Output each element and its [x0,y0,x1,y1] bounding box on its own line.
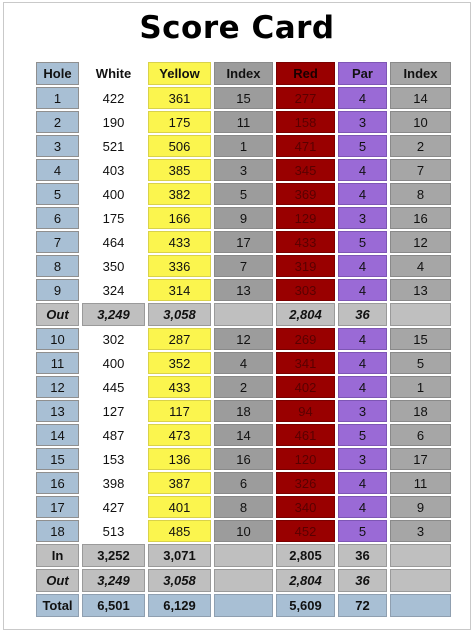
table-row-index-cell: 3 [214,159,273,181]
total-row-red-cell: 5,609 [276,594,335,617]
table-row-yellow-cell: 385 [148,159,211,181]
table-row-yellow-cell: 166 [148,207,211,229]
table-row-hole-cell: 1 [36,87,79,109]
table-row-red-cell: 269 [276,328,335,350]
table-row-index-cell: 7 [214,255,273,277]
table-row-par-cell: 4 [338,255,387,277]
out-row-red-cell: 2,804 [276,303,335,326]
table-row-white-cell: 513 [82,520,145,542]
table-row-white-cell: 153 [82,448,145,470]
col-header-yellow: Yellow [148,62,211,85]
total-row-red-index-cell [390,594,451,617]
table-row-yellow-cell: 361 [148,87,211,109]
in-row-par-cell: 36 [338,544,387,567]
table-row-red-cell: 303 [276,279,335,301]
table-row-red-cell: 129 [276,207,335,229]
table-row-yellow-cell: 136 [148,448,211,470]
table-row-red-index-cell: 17 [390,448,451,470]
out-row-red-index-cell [390,303,451,326]
table-row-par-cell: 4 [338,279,387,301]
table-row-par-cell: 4 [338,159,387,181]
table-row-red-index-cell: 2 [390,135,451,157]
table-row-hole-cell: 4 [36,159,79,181]
table-row-yellow-cell: 382 [148,183,211,205]
table-row-red-index-cell: 1 [390,376,451,398]
table-row-par-cell: 4 [338,328,387,350]
table-row-yellow-cell: 433 [148,376,211,398]
table-row-yellow-cell: 352 [148,352,211,374]
table-row-hole-cell: 2 [36,111,79,133]
table-row-red-cell: 341 [276,352,335,374]
in-row-index-cell [214,544,273,567]
table-row-yellow-cell: 433 [148,231,211,253]
table-row-white-cell: 190 [82,111,145,133]
table-row-red-index-cell: 8 [390,183,451,205]
table-row-par-cell: 4 [338,183,387,205]
table-row-red-index-cell: 9 [390,496,451,518]
table-row-hole-cell: 17 [36,496,79,518]
in-row-hole-cell: In [36,544,79,567]
table-row-white-cell: 464 [82,231,145,253]
scorecard-table [36,62,451,617]
table-row-red-index-cell: 15 [390,328,451,350]
table-row-red-cell: 340 [276,496,335,518]
col-header-index: Index [214,62,273,85]
table-row-white-cell: 302 [82,328,145,350]
table-row-red-cell: 326 [276,472,335,494]
table-row-red-cell: 402 [276,376,335,398]
table-row-yellow-cell: 473 [148,424,211,446]
table-row-red-cell: 319 [276,255,335,277]
table-row-index-cell: 12 [214,328,273,350]
out-repeat-row-white-cell: 3,249 [82,569,145,592]
table-row-par-cell: 4 [338,496,387,518]
table-row-red-cell: 345 [276,159,335,181]
table-row-par-cell: 3 [338,111,387,133]
table-row-red-index-cell: 13 [390,279,451,301]
table-row-index-cell: 18 [214,400,273,422]
table-row-hole-cell: 14 [36,424,79,446]
table-row-white-cell: 400 [82,352,145,374]
table-row-red-index-cell: 10 [390,111,451,133]
table-row-index-cell: 4 [214,352,273,374]
table-row-index-cell: 14 [214,424,273,446]
table-row-par-cell: 4 [338,472,387,494]
table-row-white-cell: 127 [82,400,145,422]
table-row-red-index-cell: 4 [390,255,451,277]
table-row-hole-cell: 6 [36,207,79,229]
col-header-white: White [82,62,145,85]
table-row-par-cell: 4 [338,87,387,109]
table-row-hole-cell: 10 [36,328,79,350]
table-row-index-cell: 9 [214,207,273,229]
table-row-red-cell: 120 [276,448,335,470]
out-repeat-row-yellow-cell: 3,058 [148,569,211,592]
table-row-red-index-cell: 12 [390,231,451,253]
table-row-index-cell: 2 [214,376,273,398]
out-repeat-row-red-index-cell [390,569,451,592]
table-row-hole-cell: 16 [36,472,79,494]
table-row-white-cell: 400 [82,183,145,205]
table-row-red-index-cell: 5 [390,352,451,374]
in-row-red-index-cell [390,544,451,567]
table-row-white-cell: 422 [82,87,145,109]
table-row-index-cell: 8 [214,496,273,518]
total-row-index-cell [214,594,273,617]
table-row-hole-cell: 9 [36,279,79,301]
total-row-hole-cell: Total [36,594,79,617]
in-row-red-cell: 2,805 [276,544,335,567]
table-row-index-cell: 13 [214,279,273,301]
table-row-hole-cell: 7 [36,231,79,253]
table-row-par-cell: 4 [338,352,387,374]
table-row-red-index-cell: 16 [390,207,451,229]
col-header-red: Red [276,62,335,85]
table-row-white-cell: 398 [82,472,145,494]
table-row-white-cell: 324 [82,279,145,301]
table-row-yellow-cell: 485 [148,520,211,542]
table-row-white-cell: 403 [82,159,145,181]
col-header-par: Par [338,62,387,85]
table-row-index-cell: 5 [214,183,273,205]
table-row-hole-cell: 15 [36,448,79,470]
table-row-white-cell: 427 [82,496,145,518]
out-repeat-row-hole-cell: Out [36,569,79,592]
table-row-par-cell: 5 [338,424,387,446]
table-row-index-cell: 10 [214,520,273,542]
table-row-hole-cell: 13 [36,400,79,422]
table-row-red-index-cell: 18 [390,400,451,422]
table-row-hole-cell: 11 [36,352,79,374]
table-row-white-cell: 487 [82,424,145,446]
table-row-red-cell: 452 [276,520,335,542]
table-row-hole-cell: 5 [36,183,79,205]
table-row-red-index-cell: 14 [390,87,451,109]
col-header-red-index: Index [390,62,451,85]
table-row-index-cell: 6 [214,472,273,494]
table-row-red-cell: 158 [276,111,335,133]
table-row-index-cell: 11 [214,111,273,133]
table-row-yellow-cell: 336 [148,255,211,277]
table-row-white-cell: 175 [82,207,145,229]
table-row-yellow-cell: 387 [148,472,211,494]
table-row-index-cell: 1 [214,135,273,157]
table-row-red-cell: 433 [276,231,335,253]
table-row-yellow-cell: 117 [148,400,211,422]
out-row-yellow-cell: 3,058 [148,303,211,326]
table-row-red-cell: 369 [276,183,335,205]
table-row-hole-cell: 8 [36,255,79,277]
table-row-par-cell: 3 [338,400,387,422]
total-row-par-cell: 72 [338,594,387,617]
table-row-yellow-cell: 506 [148,135,211,157]
table-row-red-index-cell: 7 [390,159,451,181]
out-row-white-cell: 3,249 [82,303,145,326]
page-title: Score Card [139,10,335,46]
table-row-hole-cell: 12 [36,376,79,398]
table-row-index-cell: 15 [214,87,273,109]
table-row-index-cell: 16 [214,448,273,470]
table-row-red-cell: 461 [276,424,335,446]
out-row-hole-cell: Out [36,303,79,326]
table-row-red-cell: 471 [276,135,335,157]
total-row-white-cell: 6,501 [82,594,145,617]
out-repeat-row-par-cell: 36 [338,569,387,592]
in-row-yellow-cell: 3,071 [148,544,211,567]
in-row-white-cell: 3,252 [82,544,145,567]
table-row-par-cell: 5 [338,135,387,157]
table-row-par-cell: 3 [338,207,387,229]
table-row-white-cell: 445 [82,376,145,398]
table-row-hole-cell: 18 [36,520,79,542]
table-row-par-cell: 4 [338,376,387,398]
table-row-par-cell: 3 [338,448,387,470]
out-row-index-cell [214,303,273,326]
table-row-white-cell: 521 [82,135,145,157]
table-row-red-cell: 94 [276,400,335,422]
table-row-par-cell: 5 [338,520,387,542]
table-row-par-cell: 5 [338,231,387,253]
table-row-red-index-cell: 3 [390,520,451,542]
table-row-yellow-cell: 314 [148,279,211,301]
table-row-yellow-cell: 401 [148,496,211,518]
table-row-red-index-cell: 11 [390,472,451,494]
out-row-par-cell: 36 [338,303,387,326]
table-row-red-index-cell: 6 [390,424,451,446]
out-repeat-row-red-cell: 2,804 [276,569,335,592]
col-header-hole: Hole [36,62,79,85]
table-row-hole-cell: 3 [36,135,79,157]
table-row-index-cell: 17 [214,231,273,253]
table-row-yellow-cell: 287 [148,328,211,350]
total-row-yellow-cell: 6,129 [148,594,211,617]
out-repeat-row-index-cell [214,569,273,592]
table-row-red-cell: 277 [276,87,335,109]
table-row-white-cell: 350 [82,255,145,277]
table-row-yellow-cell: 175 [148,111,211,133]
